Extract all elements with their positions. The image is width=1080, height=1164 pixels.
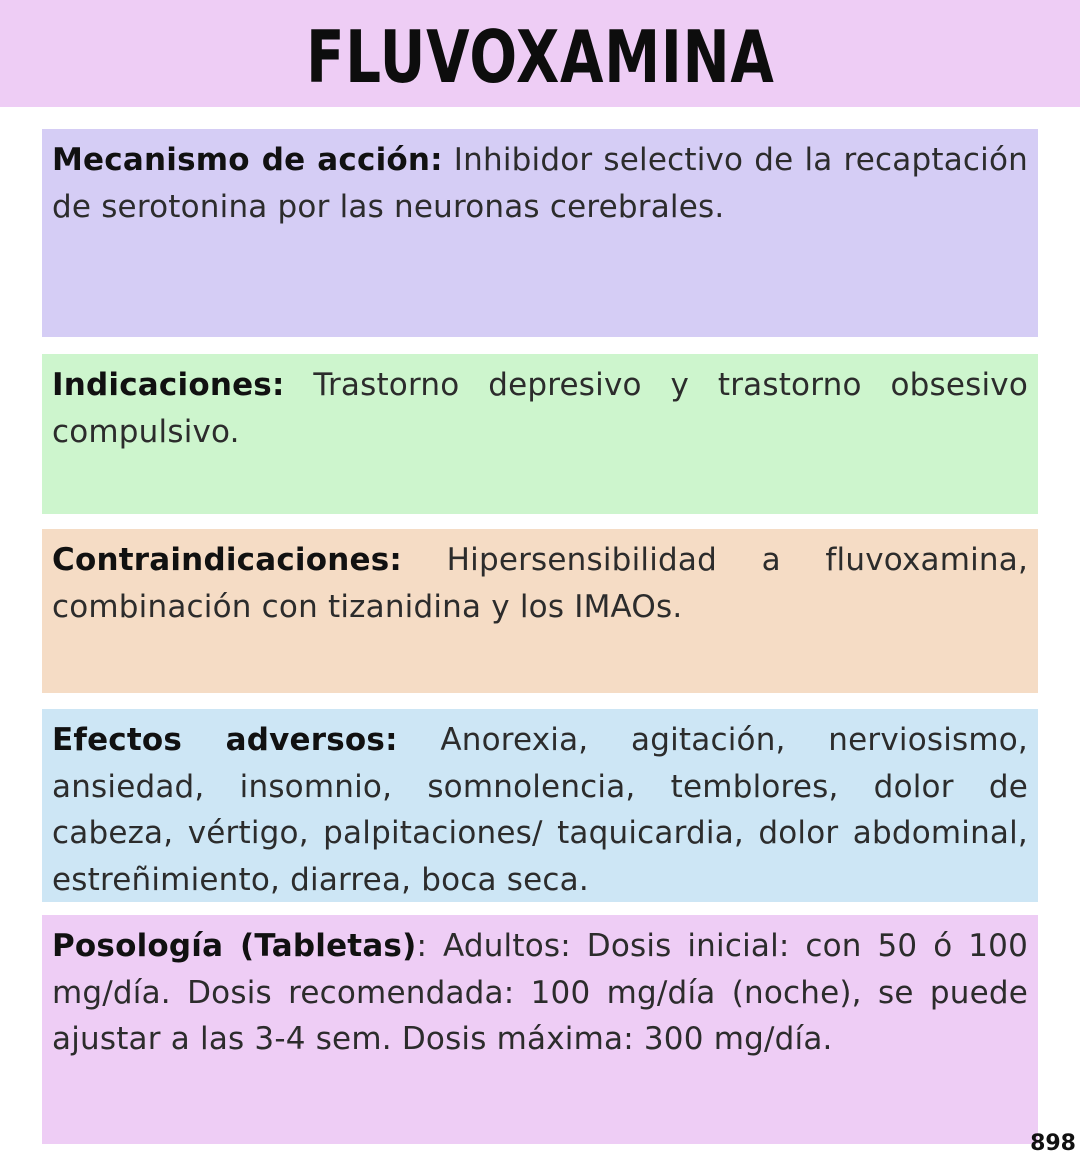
page-number: 898 [1030, 1131, 1076, 1156]
section-contraindications-body [52, 537, 1028, 630]
section-mechanism [42, 129, 1038, 337]
section-indications-label: Indicaciones: [52, 367, 285, 403]
section-adverse-effects-text: Anorexia, agitación, nerviosismo, ansiedad, insomnio, somnolencia, temblores, dolor de cabeza, vértigo, palpitaciones/ taquicardia, dolor abdominal, estreñimiento, diarrea, boca seca. [52, 722, 1028, 898]
section-contraindications-text: Hipersensibilidad a fluvoxamina, combinación con tizanidina y los IMAOs. [52, 542, 1028, 625]
section-adverse-effects [42, 709, 1038, 902]
section-adverse-effects-body [52, 717, 1028, 903]
section-indications-text: Trastorno depresivo y trastorno obsesivo compulsivo. [52, 367, 1028, 450]
page-title: FLUVOXAMINA [305, 14, 775, 99]
section-indications-body [52, 362, 1028, 455]
section-mechanism-body [52, 137, 1028, 230]
section-contraindications [42, 529, 1038, 693]
section-dosage-label: Posología (Tabletas) [52, 928, 417, 964]
section-adverse-effects-label: Efectos adversos: [52, 722, 398, 758]
section-dosage-body [52, 923, 1028, 1063]
section-dosage [42, 915, 1038, 1144]
section-dosage-text: : Adultos: Dosis inicial: con 50 ó 100 mg/día. Dosis recomendada: 100 mg/día (noche), se puede ajustar a las 3-4 sem. Dosis máxima: 300 mg/día. [52, 928, 1029, 1057]
section-mechanism-label: Mecanismo de acción: [52, 142, 443, 178]
title-banner [0, 0, 1080, 107]
section-mechanism-text: Inhibidor selectivo de la recaptación de serotonina por las neuronas cerebrales. [52, 142, 1028, 225]
section-indications [42, 354, 1038, 514]
section-contraindications-label: Contraindicaciones: [52, 542, 402, 578]
